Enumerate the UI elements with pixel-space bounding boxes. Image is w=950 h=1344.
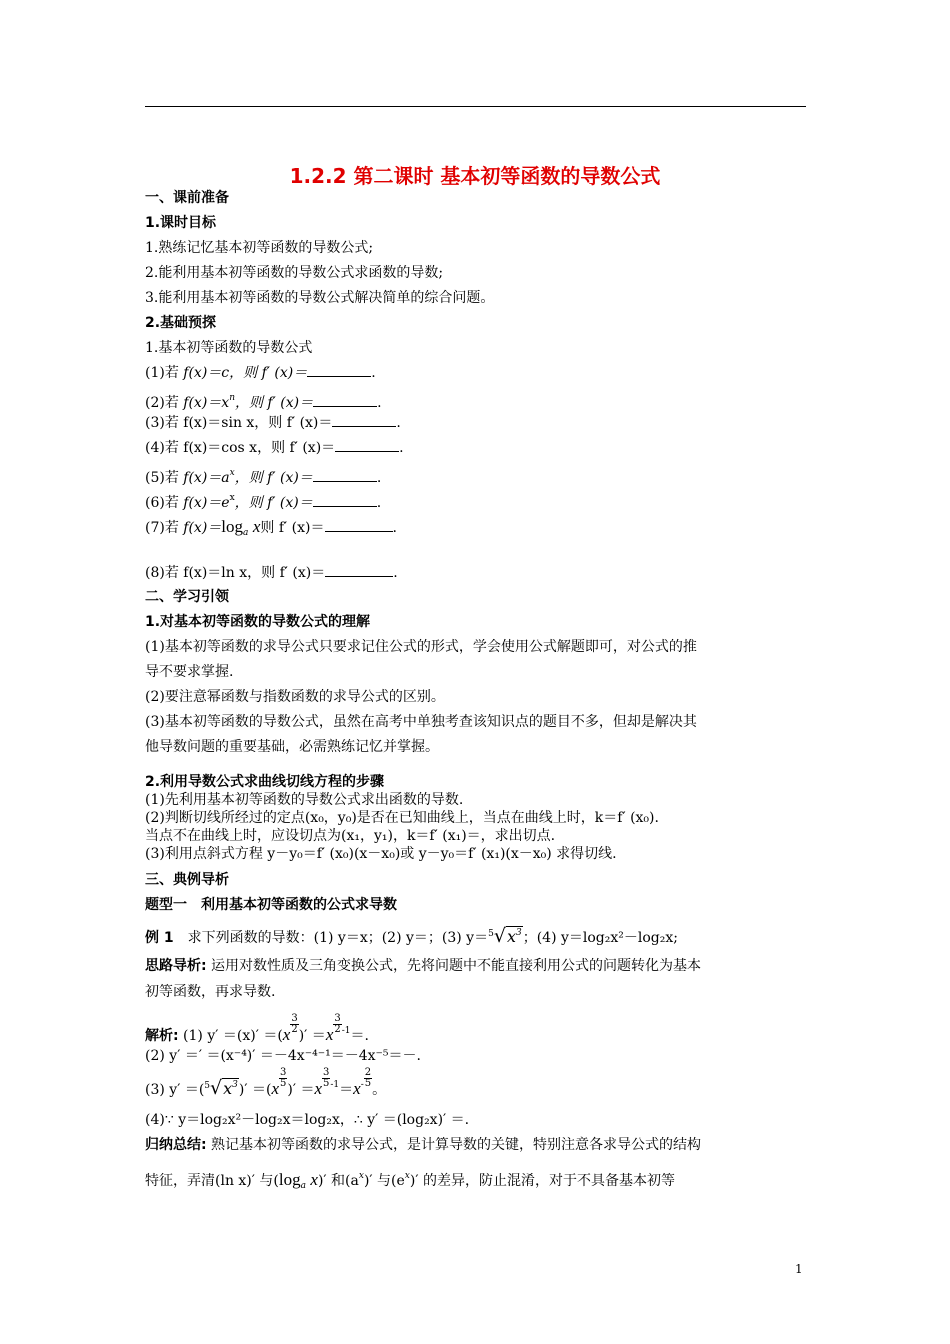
problem-type-1: 题型一 利用基本初等函数的公式求导数	[145, 897, 397, 913]
solution-line-1: 解析: (1) y′ ＝(x)′ ＝(x $\frac{3}{2}$ )′ ＝x $\frac{3}{2}$ $^{-1}$＝.	[145, 1013, 369, 1044]
goal-2: 2.能利用基本初等函数的导数公式求函数的导数;	[145, 265, 444, 281]
answer-blank[interactable]	[313, 494, 377, 507]
paragraph-3-line-1: (3)基本初等函数的导数公式，虽然在高考中单独考查该知识点的题目不多，但却是解决其	[145, 714, 697, 730]
paragraph-3-line-2: 他导数问题的重要基础，必需熟练记忆并掌握。	[145, 739, 439, 755]
step-2: (2)判断切线所经过的定点(x₀，y₀)是否在已知曲线上，当点在曲线上时，k＝f′ (x₀).	[145, 810, 659, 826]
formula-item-8: (8)若 f(x)＝ln x，则 f′ (x)＝ .	[145, 565, 398, 581]
answer-blank[interactable]	[313, 469, 377, 482]
step-1: (1)先利用基本初等函数的导数公式求出函数的导数.	[145, 792, 464, 808]
formula-list-intro: 1.基本初等函数的导数公式	[145, 340, 313, 356]
paragraph-2: (2)要注意幂函数与指数函数的求导公式的区别。	[145, 689, 445, 705]
page-number: 1	[795, 1262, 803, 1276]
summary-line-1: 归纳总结: 熟记基本初等函数的求导公式，是计算导数的关键，特别注意各求导公式的结构	[145, 1137, 702, 1153]
solution-line-3: (3) $y' =(^5√x^3)' =(x$ $\frac{3}{5}$ )′ ＝x $\frac{3}{5}$ $^{-1}$＝x- $\frac{2}{5}$ 。	[145, 1067, 387, 1099]
answer-blank[interactable]	[325, 519, 393, 532]
formula-item-7: (7)若 $f(x)=\log_a$ x则 f′ (x)＝ .	[145, 517, 397, 538]
formula-item-2: (2)若 $f(x)=x^n$，则 f′ (x)＝ .	[145, 393, 382, 411]
formula-item-4: (4)若 f(x)＝cos x，则 f′ (x)＝ .	[145, 440, 404, 456]
answer-blank[interactable]	[307, 364, 371, 377]
answer-blank[interactable]	[332, 414, 396, 427]
hint-line-2: 初等函数，再求导数.	[145, 984, 276, 1000]
subheading-tangent-steps: 2.利用导数公式求曲线切线方程的步骤	[145, 774, 385, 790]
paragraph-1-line-2: 导不要求掌握.	[145, 664, 234, 680]
answer-blank[interactable]	[313, 394, 377, 407]
summary-line-2: 特征，弄清(ln x)′ 与($\log_a$ x)′ 和$(a^x)'$ 与$(e^x)'$ 的差异，防止混淆，对于不具备基本初等	[145, 1170, 675, 1191]
section-heading-1: 一、课前准备	[145, 190, 229, 206]
subheading-goals: 1.课时目标	[145, 215, 217, 231]
solution-line-4: (4)∵ y＝log₂x²－log₂x＝log₂x，∴ y′ ＝(log₂x)′ ＝.	[145, 1112, 470, 1128]
paragraph-1-line-1: (1)基本初等函数的求导公式只要求记住公式的形式，学会使用公式解题即可，对公式的推	[145, 639, 697, 655]
header-rule	[145, 106, 806, 107]
goal-1: 1.熟练记忆基本初等函数的导数公式;	[145, 240, 374, 256]
goal-3: 3.能利用基本初等函数的导数公式解决简单的综合问题。	[145, 290, 495, 306]
section-heading-3: 三、典例导析	[145, 872, 229, 888]
step-2-continued: 当点不在曲线上时，应设切点为(x₁，y₁)，k＝f′ (x₁)＝，求出切点.	[145, 828, 556, 844]
subheading-understanding: 1.对基本初等函数的导数公式的理解	[145, 614, 371, 630]
formula-item-6: (6)若 $f(x)=e^x$，则 f′ (x)＝ .	[145, 493, 382, 511]
subheading-preview: 2.基础预探	[145, 315, 217, 331]
answer-blank[interactable]	[335, 439, 399, 452]
formula-item-5: (5)若 $f(x)=a^x$，则 f′ (x)＝ .	[145, 468, 382, 486]
solution-line-2: (2) y′ ＝′ ＝(x⁻⁴)′ ＝－4x⁻⁴⁻¹＝－4x⁻⁵＝－.	[145, 1048, 421, 1064]
step-3: (3)利用点斜式方程 y－y₀＝f′ (x₀)(x－x₀)或 y－y₀＝f′ (x₁)(x－x₀) 求得切线.	[145, 846, 617, 862]
formula-item-3: (3)若 f(x)＝sin x，则 f′ (x)＝ .	[145, 415, 401, 431]
example-1: 例 1 求下列函数的导数：(1) y＝x；(2) y＝；(3) $y=^5√x^3$；(4) y＝log₂x²－log₂x;	[145, 925, 678, 947]
section-heading-2: 二、学习引领	[145, 589, 229, 605]
answer-blank[interactable]	[325, 564, 393, 577]
hint-line-1: 思路导析: 运用对数性质及三角变换公式，先将问题中不能直接利用公式的问题转化为基本	[145, 958, 702, 974]
page-title: 1.2.2 第二课时 基本初等函数的导数公式	[289, 164, 661, 188]
formula-item-1: (1)若 f(x)＝c，则 f′ (x)＝ .	[145, 365, 376, 381]
